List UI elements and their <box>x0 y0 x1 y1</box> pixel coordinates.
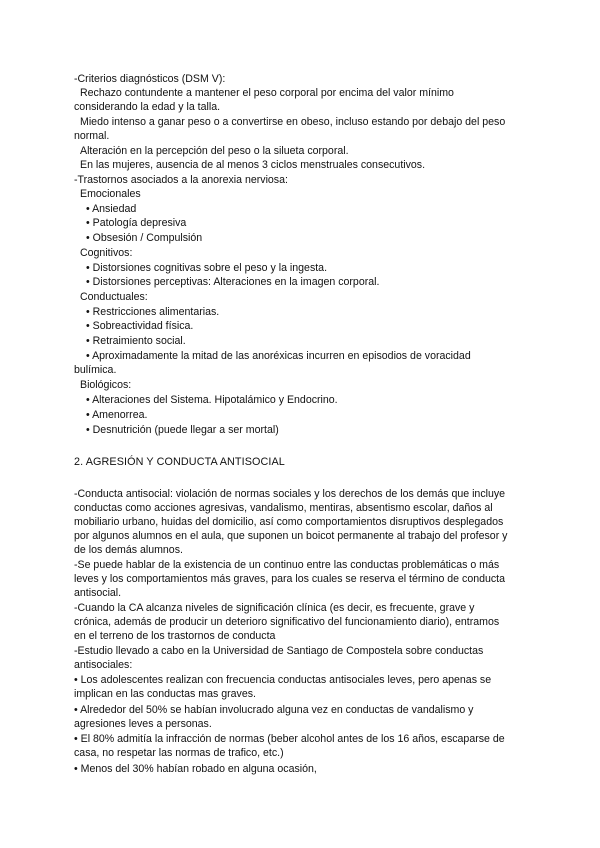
list-item-text: Distorsiones perceptivas: Alteraciones en la imagen corporal. <box>92 276 380 288</box>
group-title-emotional: Emocionales <box>80 188 141 200</box>
paragraph-line: mobiliario urbano, huidas del domicilio, así como comportamientos disruptivos desplegados <box>74 516 504 528</box>
paragraph-line: antisocial. <box>74 587 122 599</box>
list-item: • Amenorrea. <box>86 409 148 421</box>
list-item: • Restricciones alimentarias. <box>86 306 220 318</box>
group-title-behavioral: Conductuales: <box>80 291 148 303</box>
criteria-item-4: En las mujeres, ausencia de al menos 3 ciclos menstruales consecutivos. <box>80 159 426 171</box>
list-item: • Retraimiento social. <box>86 335 186 347</box>
list-item: • Sobreactividad física. <box>86 320 194 332</box>
list-item-line-2: bulímica. <box>74 364 117 376</box>
paragraph-line: crónica, además de producir un deterioro significativo del funcionamiento diario), entramos <box>74 616 500 628</box>
list-item-text: Amenorrea. <box>92 409 148 421</box>
list-item-text: Obsesión / Compulsión <box>92 232 203 244</box>
paragraph-line: -Estudio llevado a cabo en la Universidad de Santiago de Compostela sobre conductas <box>74 645 484 657</box>
list-item-text: Retraimiento social. <box>92 335 186 347</box>
list-item: • Ansiedad <box>86 203 137 215</box>
list-item-line: • El 80% admitía la infracción de normas (beber alcohol antes de los 16 años, escaparse de <box>74 733 505 745</box>
criteria-item-1-line-1: Rechazo contundente a mantener el peso corporal por encima del valor mínimo <box>80 87 454 99</box>
list-item: • Distorsiones perceptivas: Alteraciones en la imagen corporal. <box>86 276 380 288</box>
list-item-text: Sobreactividad física. <box>92 320 194 332</box>
paragraph-line: leves y los comportamientos más graves, para los cuales se reserva el término de conducta <box>74 573 506 585</box>
list-item: • Patología depresiva <box>86 217 187 229</box>
criteria-item-2-line-2: normal. <box>74 130 110 142</box>
paragraph-line: en el terreno de los trastornos de conducta <box>74 630 276 642</box>
paragraph-line: por algunos alumnos en el aula, que suponen un boicot permanente al trabajo del profesor y <box>74 530 508 542</box>
list-item-text: Alteraciones del Sistema. Hipotalámico y Endocrino. <box>92 394 338 406</box>
group-title-cognitive: Cognitivos: <box>80 247 133 259</box>
criteria-item-1-line-2: considerando la edad y la talla. <box>74 101 221 113</box>
criteria-title: -Criterios diagnósticos (DSM V): <box>74 73 226 85</box>
group-title-biological: Biológicos: <box>80 379 132 391</box>
list-item: • Alteraciones del Sistema. Hipotalámico y Endocrino. <box>86 394 338 406</box>
paragraph-line: antisociales: <box>74 659 133 671</box>
paragraph-line: conductas como acciones agresivas, vandalismo, mentiras, absentismo escolar, daños al <box>74 502 493 514</box>
list-item: • Distorsiones cognitivas sobre el peso y la ingesta. <box>86 262 328 274</box>
disorders-title: -Trastornos asociados a la anorexia nerviosa: <box>74 174 288 186</box>
list-item-line: • Alrededor del 50% se habían involucrado alguna vez en conductas de vandalismo y <box>74 704 474 716</box>
list-item: • Obsesión / Compulsión <box>86 232 203 244</box>
list-item-line: casa, no respetar las normas de trafico, etc.) <box>74 747 284 759</box>
list-item-text: Ansiedad <box>92 203 137 215</box>
paragraph-line: -Se puede hablar de la existencia de un continuo entre las conductas problemáticas o más <box>74 559 500 571</box>
criteria-item-3: Alteración en la percepción del peso o la silueta corporal. <box>80 145 349 157</box>
criteria-item-2-line-1: Miedo intenso a ganar peso o a convertirse en obeso, incluso estando por debajo del peso <box>80 116 506 128</box>
list-item-line: • Los adolescentes realizan con frecuencia conductas antisociales leves, pero apenas se <box>74 674 492 686</box>
list-item-text: Distorsiones cognitivas sobre el peso y la ingesta. <box>92 262 328 274</box>
list-item-line: agresiones leves a personas. <box>74 718 212 730</box>
list-item-text: Patología depresiva <box>92 217 187 229</box>
list-item-text: Desnutrición (puede llegar a ser mortal) <box>92 424 279 436</box>
list-item: • Desnutrición (puede llegar a ser mortal) <box>86 424 279 436</box>
paragraph-line: -Conducta antisocial: violación de normas sociales y los derechos de los demás que incluye <box>74 488 506 500</box>
section-heading: 2. AGRESIÓN Y CONDUCTA ANTISOCIAL <box>74 456 285 468</box>
list-item-line-1: • Aproximadamente la mitad de las anoréxicas incurren en episodios de voracidad <box>86 350 471 362</box>
paragraph-line: -Cuando la CA alcanza niveles de significación clínica (es decir, es frecuente, grave y <box>74 602 475 614</box>
paragraph-line: de los demás alumnos. <box>74 544 183 556</box>
list-item-text: Restricciones alimentarias. <box>92 306 220 318</box>
list-item: • Menos del 30% habían robado en alguna ocasión, <box>74 763 317 775</box>
list-item-text: Menos del 30% habían robado en alguna ocasión, <box>80 763 317 775</box>
list-item-line: implican en las conductas mas graves. <box>74 688 256 700</box>
